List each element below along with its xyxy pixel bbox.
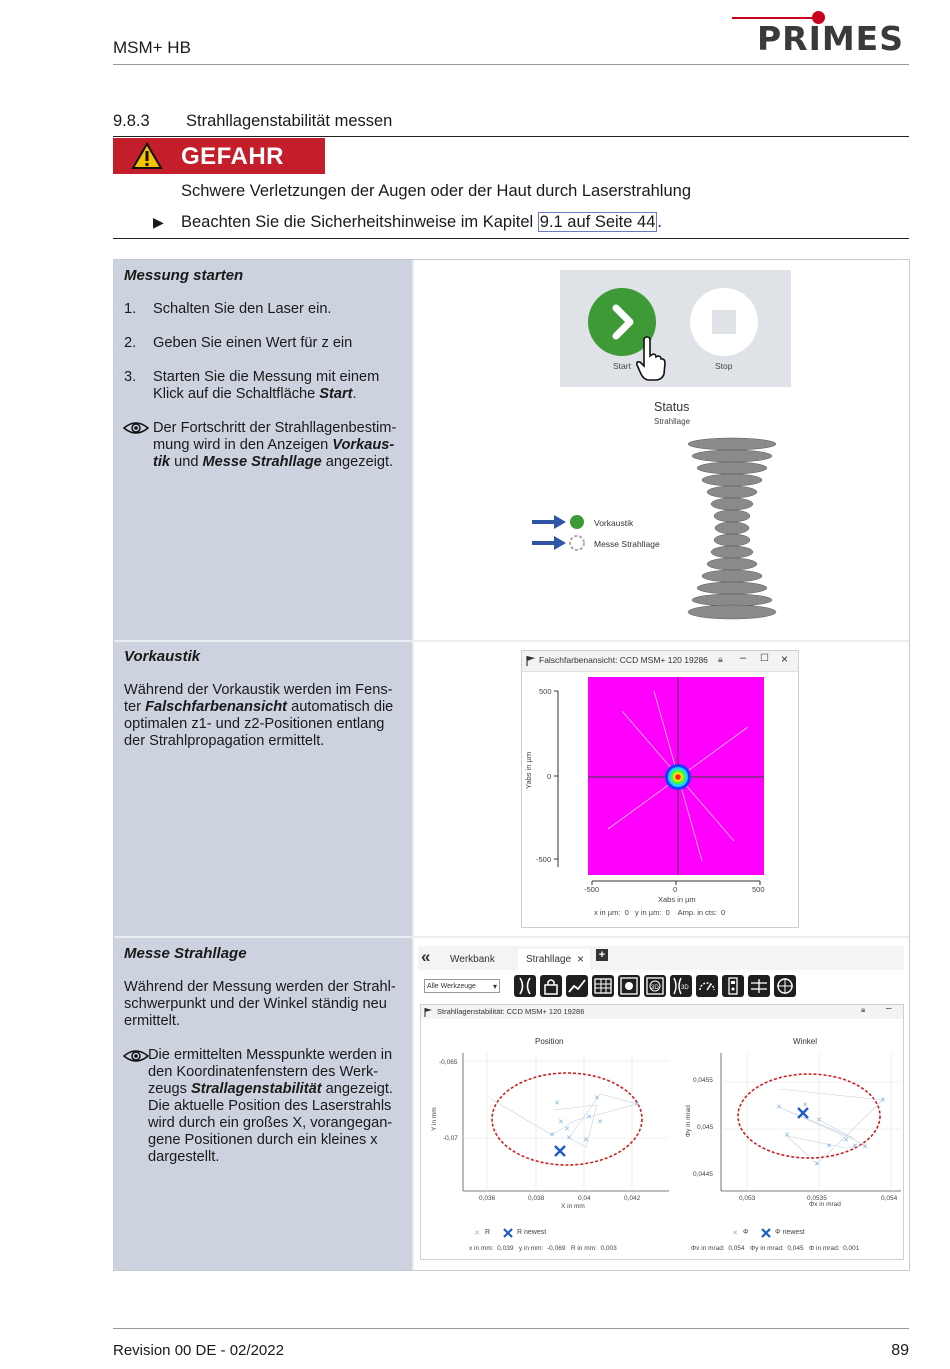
row2-heading: Vorkaustik: [124, 648, 201, 665]
section-number: 9.8.3: [113, 112, 150, 130]
row1-result-text: Der Fortschritt der Strahllagenbestim-mung wird in den Anzeigen Vorkaus-tik und Messe Strahllage angezeigt.: [153, 420, 397, 470]
software-window: [418, 946, 904, 1260]
lock-tool-icon[interactable]: [540, 975, 562, 997]
svg-text:×: ×: [784, 1129, 790, 1140]
document-title: MSM+ HB: [113, 38, 191, 57]
svg-text:×: ×: [586, 1111, 592, 1122]
start-stop-panel: [560, 270, 791, 387]
stop-caption: Stop: [715, 361, 733, 371]
indicator-vorkaustik: Vorkaustik: [594, 518, 634, 528]
logo-text: PRIMES: [756, 19, 904, 58]
collapse-chevrons-icon[interactable]: «: [421, 947, 431, 966]
legend-r-newest: R newest: [517, 1229, 547, 1236]
tool-filter-dropdown[interactable]: Alle Werkzeuge ▾: [424, 979, 500, 993]
win-y-tick-3: 0,0445: [693, 1171, 713, 1178]
row2-text: Während der Vorkaustik werden im Fens-ter Falschfarbenansicht automatisch die optimalen z1- und z2-Positionen entlang der Strahlpropagation ermittelt.: [124, 682, 394, 749]
winkel-chart-title: Winkel: [793, 1037, 818, 1046]
pos-x-tick-1: 0,036: [479, 1195, 496, 1202]
eye-icon: [123, 1049, 149, 1063]
tab-close-icon[interactable]: ×: [577, 952, 585, 966]
status-subtitle: Strahllage: [654, 417, 691, 426]
legend-phi: Φ: [743, 1229, 749, 1236]
step-1-number: 1.: [124, 301, 137, 317]
svg-text:×: ×: [814, 1158, 820, 1169]
position-chart-title: Position: [535, 1037, 564, 1046]
eye-icon: [123, 421, 149, 435]
stability-charts: [421, 1019, 903, 1261]
device-tool-icon[interactable]: [722, 975, 744, 997]
tab-werkbank[interactable]: Werkbank: [450, 954, 495, 965]
crosshair-tool-icon[interactable]: [774, 975, 796, 997]
pin-flag-icon: [424, 1007, 433, 1017]
svg-text:×: ×: [802, 1099, 808, 1110]
stability-subwindow: [420, 1004, 904, 1260]
maximize-icon[interactable]: ☐: [760, 653, 769, 664]
danger-rule: [113, 238, 909, 239]
table-tool-icon[interactable]: [592, 975, 614, 997]
window-titlebar: [522, 651, 798, 672]
pin-flag-icon: [526, 655, 536, 666]
step-2-number: 2.: [124, 335, 137, 351]
svg-text:×: ×: [558, 1116, 564, 1127]
indicator-messe-strahllage: Messe Strahllage: [594, 539, 660, 549]
stop-button[interactable]: [690, 288, 758, 356]
pos-x-axis-label: X in mm: [561, 1203, 585, 1210]
y-axis-label: Yabs in µm: [524, 751, 533, 789]
svg-text:×: ×: [843, 1134, 849, 1145]
indicator-arrows: [530, 513, 590, 555]
svg-text:×: ×: [852, 1140, 858, 1151]
x-axis-label: Xabs in µm: [658, 895, 696, 904]
lock-icon[interactable]: 🔒︎: [861, 1005, 866, 1014]
svg-text:×: ×: [816, 1114, 822, 1125]
x-tick-minus-500: -500: [584, 885, 600, 894]
cursor-readout: x in µm: 0 y in µm: 0 Amp. in cts: 0: [594, 908, 726, 917]
x-tick-500: 500: [752, 885, 765, 894]
svg-text:×: ×: [564, 1123, 570, 1134]
danger-instruction: Beachten Sie die Sicherheitshinweise im Kapitel 9.1 auf Seite 44 .: [181, 213, 662, 231]
danger-message: Schwere Verletzungen der Augen oder der Haut durch Laserstrahlung: [181, 182, 691, 200]
svg-text:×: ×: [776, 1101, 782, 1112]
action-arrow-icon: ▶: [153, 214, 164, 230]
pos-x-tick-4: 0,042: [624, 1195, 641, 1202]
line-chart-tool-icon[interactable]: [566, 975, 588, 997]
row3-heading: Messe Strahllage: [124, 945, 247, 962]
pos-y-tick-1: -0,065: [439, 1059, 458, 1066]
pos-y-tick-2: -0,07: [443, 1135, 458, 1142]
win-y-tick-1: 0,0455: [693, 1077, 713, 1084]
minimize-icon[interactable]: –: [740, 652, 747, 664]
hand-cursor-icon: [636, 336, 666, 382]
section-rule: [113, 136, 909, 137]
header-rule: [113, 64, 909, 65]
add-tab-icon[interactable]: +: [596, 949, 608, 961]
spot-view-tool-icon[interactable]: [618, 975, 640, 997]
status-title: Status: [654, 400, 690, 414]
close-icon[interactable]: ×: [781, 652, 789, 666]
win-y-axis-label: Φy in mrad: [685, 1105, 692, 1137]
false-color-window: [521, 650, 799, 928]
caustic-3d-tool-icon[interactable]: [670, 975, 692, 997]
gauge-tool-icon[interactable]: [696, 975, 718, 997]
svg-text:×: ×: [732, 1227, 738, 1238]
svg-text:×: ×: [862, 1141, 868, 1152]
window-title: Falschfarbenansicht: CCD MSM+ 120 19286: [539, 655, 708, 665]
angle-readout: Φx in mrad: 0,054 Φy in mrad: 0,045 Φ in mrad: 0,001: [691, 1245, 860, 1252]
step-2-text: Geben Sie einen Wert für z ein: [153, 335, 353, 351]
step-3-number: 3.: [124, 369, 137, 385]
danger-label-box: [113, 138, 325, 174]
start-caption: Start: [613, 361, 631, 371]
3d-view-tool-icon[interactable]: [644, 975, 666, 997]
pos-y-axis-label: Y in mm: [431, 1107, 438, 1131]
win-x-tick-1: 0,053: [739, 1195, 756, 1202]
subwindow-title: Strahllagenstabilität: CCD MSM+ 120 19286: [437, 1007, 585, 1016]
minimize-icon[interactable]: –: [886, 1003, 892, 1014]
footer-rule: [113, 1328, 909, 1329]
y-tick-500: 500: [539, 687, 552, 696]
revision-info: Revision 00 DE - 02/2022: [113, 1342, 284, 1359]
win-x-tick-2: 0,0535: [807, 1195, 827, 1202]
y-tick-minus-500: -500: [536, 855, 552, 864]
lock-icon[interactable]: 🔒︎: [718, 654, 723, 664]
section-title: Strahllagenstabilität messen: [186, 112, 393, 130]
caustic-tool-icon[interactable]: [514, 975, 536, 997]
subwindow-titlebar: [421, 1005, 903, 1019]
beam-caustic-graphic: [685, 436, 780, 626]
row3-result-text: Die ermittelten Messpunkte werden in den Koordinatenfenstern des Werk-zeugs Strallagenstabilität angezeigt. Die aktuelle Position des Laserstrahls wird durch ein großes X, vorangegan-gene Positionen durch ein kleines x dargestellt.: [148, 1047, 393, 1165]
row-separator-1: [114, 640, 909, 642]
svg-text:×: ×: [634, 1098, 640, 1109]
position-readout: x in mm: 0,039 y in mm: -0,069 R in mm: 0,003: [469, 1245, 617, 1252]
row-separator-2: [114, 936, 909, 938]
svg-text:×: ×: [597, 1116, 603, 1127]
stop-square-icon: [712, 310, 736, 334]
primes-logo: [732, 10, 904, 60]
step-3-text: Starten Sie die Messung mit einem Klick auf die Schaltfläche Start.: [153, 369, 380, 402]
chevron-down-icon: ▾: [492, 982, 497, 991]
svg-text:3D: 3D: [651, 985, 659, 991]
y-tick-0: 0: [547, 772, 552, 781]
adjust-tool-icon[interactable]: [748, 975, 770, 997]
svg-text:×: ×: [554, 1097, 560, 1108]
legend-r: R: [485, 1229, 491, 1236]
svg-text:×: ×: [826, 1140, 832, 1151]
pos-x-tick-3: 0,04: [578, 1195, 591, 1202]
svg-text:×: ×: [880, 1094, 886, 1105]
column-separator: [412, 260, 414, 1270]
win-y-tick-2: 0,045: [697, 1124, 714, 1131]
warning-triangle-icon: [131, 142, 163, 170]
svg-text:×: ×: [549, 1129, 555, 1140]
pos-x-tick-2: 0,038: [528, 1195, 545, 1202]
win-x-tick-3: 0,054: [881, 1195, 898, 1202]
chapter-link[interactable]: 9.1 auf Seite 44: [539, 213, 656, 231]
svg-text:×: ×: [566, 1132, 572, 1143]
win-x-axis-label: Φx in mrad: [809, 1201, 841, 1208]
legend-phi-newest: Φ newest: [775, 1229, 805, 1236]
x-tick-0: 0: [673, 885, 678, 894]
row3-text: Während der Messung werden der Strahl-schwerpunkt und der Winkel ständig neu ermittelt.: [124, 979, 396, 1029]
svg-text:×: ×: [474, 1227, 480, 1238]
tab-strahllage[interactable]: Strahllage ×: [518, 949, 590, 970]
svg-text:×: ×: [594, 1092, 600, 1103]
svg-text:×: ×: [583, 1134, 589, 1145]
svg-text:3D: 3D: [681, 985, 689, 991]
step-1-text: Schalten Sie den Laser ein.: [153, 301, 332, 317]
page-number: 89: [891, 1342, 909, 1359]
row1-heading: Messung starten: [124, 267, 244, 284]
tab-bar: [418, 946, 904, 970]
danger-label: GEFAHR: [181, 143, 285, 170]
